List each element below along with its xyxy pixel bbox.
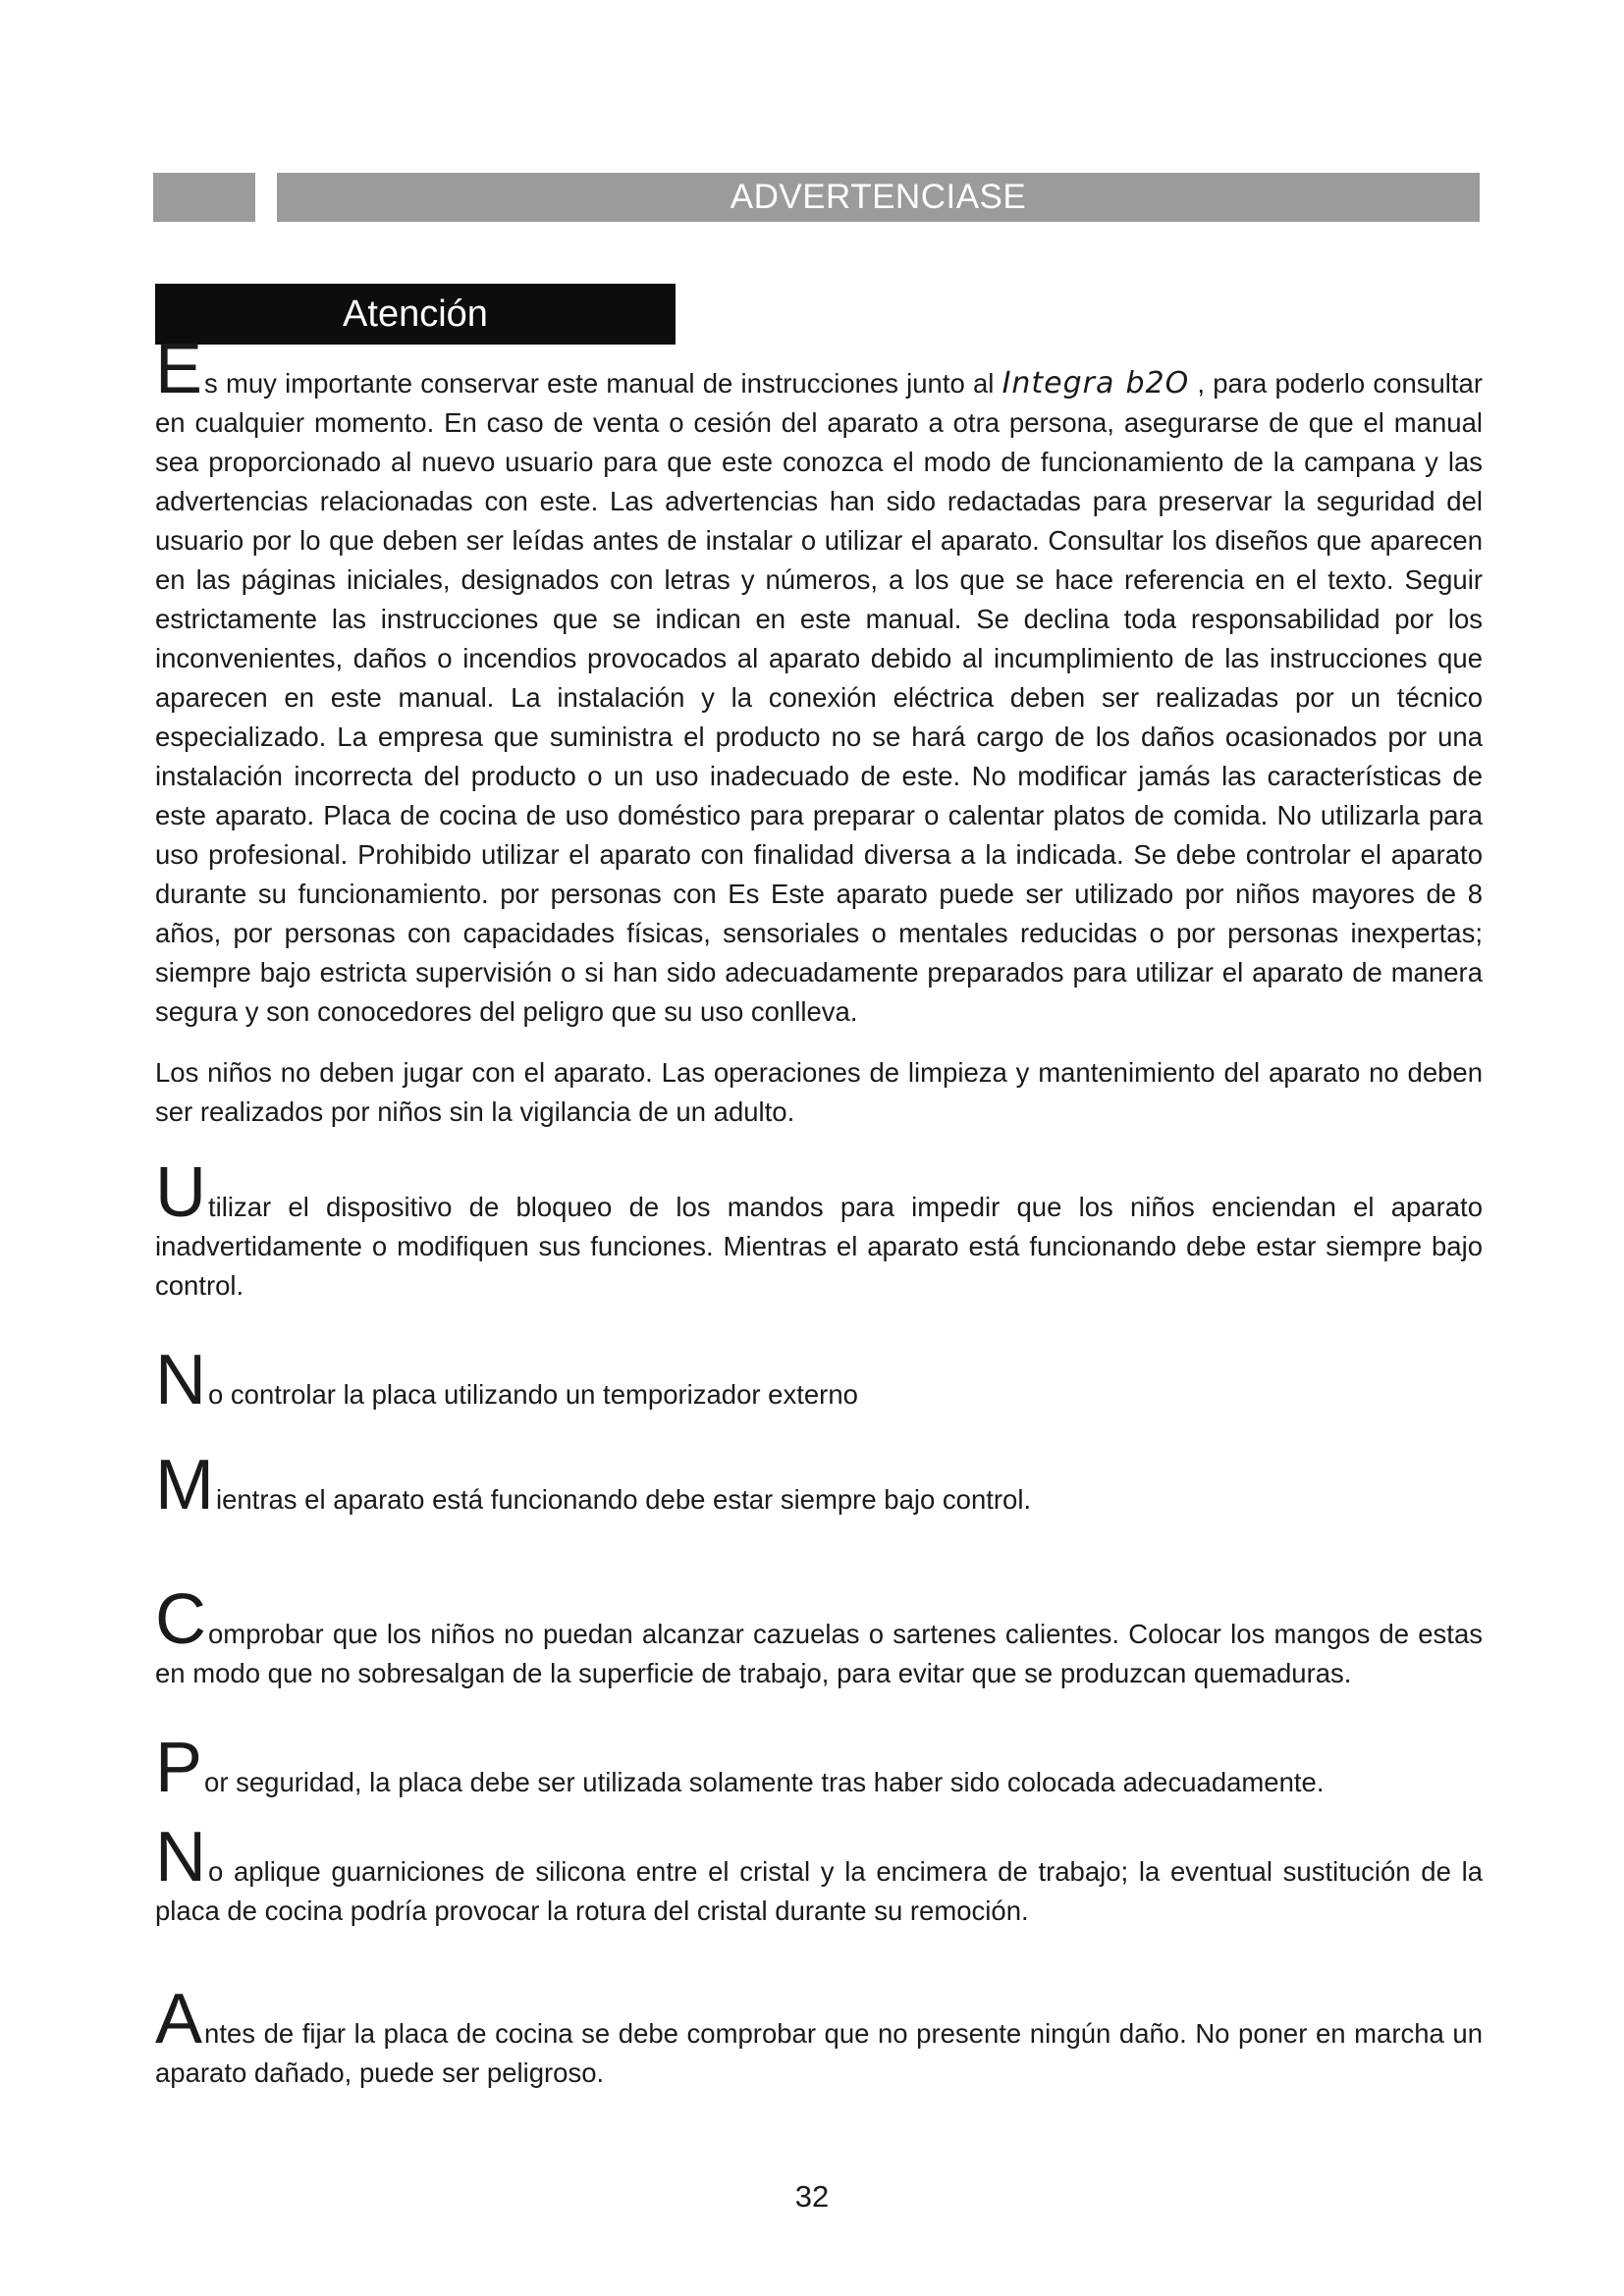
warning-text: omprobar que los niños no puedan alcanzar cazuelas o sartenes calientes. Colocar los mangos de estas en modo que no sobresalgan de la superficie de trabajo, para evitar que se produzcan quemaduras. (155, 1619, 1483, 1688)
dropcap: N (155, 1341, 206, 1419)
warning-text: ntes de fijar la placa de cocina se debe comprobar que no presente ningún daño. No poner en marcha un aparato dañado, puede ser peligroso. (155, 2018, 1483, 2088)
warning-paragraph (155, 1818, 1483, 1931)
dropcap: P (155, 1729, 203, 1807)
children-text: Los niños no deben jugar con el aparato. Las operaciones de limpieza y mantenimiento del aparato no deben ser realizados por niños sin la vigilancia de un adulto. (155, 1057, 1483, 1127)
intro-text-end: , para poderlo consultar en cualquier momento. En caso de venta o cesión del aparato a otra persona, asegurarse de que el manual sea proporcionado al nuevo usuario para que este conozca el modo de funcionamiento de la campana y las advertencias relacionadas con este. Las advertencias han sido redactadas para preservar la seguridad del usuario por lo que deben ser leídas antes de instalar o utilizar el aparato. Consultar los diseños que aparecen en las páginas iniciales, designados con letras y números, a los que se hace referencia en el texto. Seguir estrictamente las instrucciones que se indican en este manual. Se declina toda responsabilidad por los inconvenientes, daños o incendios provocados al aparato debido al incumplimiento de las instrucciones que aparecen en este manual. La instalación y la conexión eléctrica deben ser realizadas por un técnico especializado. La empresa que suministra el producto no se hará cargo de los daños ocasionados por una instalación incorrecta del producto o un uso inadecuado de este. No modificar jamás las características de este aparato. Placa de cocina de uso doméstico para preparar o calentar platos de comida. No utilizarla para uso profesional. Prohibido utilizar el aparato con finalidad diversa a la indicada. Se debe controlar el aparato durante su funcionamiento. por personas con Es Este aparato puede ser utilizado por niños mayores de 8 años, por personas con capacidades físicas, sensoriales o mentales reducidas o por personas inexpertas; siempre bajo estricta supervisión o si han sido adecuadamente preparados para utilizar el aparato de manera segura y son conocedores del peligro que su uso conlleva. (155, 368, 1483, 1027)
warning-paragraph (155, 1580, 1483, 1693)
dropcap: M (155, 1446, 214, 1524)
warning-text: o controlar la placa utilizando un temporizador externo (208, 1379, 858, 1410)
warning-text: o aplique guarniciones de silicona entre el cristal y la encimera de trabajo; la eventual sustitución de la placa de cocina podría provocar la rotura del cristal durante su remoción. (155, 1856, 1483, 1926)
section-title (155, 284, 676, 345)
page-header-title: ADVERTENCIASE (730, 178, 1027, 216)
warning-text: ientras el aparato está funcionando debe estar siempre bajo control. (215, 1484, 1032, 1515)
warning-text: or seguridad, la placa debe ser utilizada solamente tras haber sido colocada adecuadamente. (204, 1767, 1325, 1797)
dropcap: E (155, 330, 203, 408)
intro-text-start: s muy importante conservar este manual de instrucciones junto al (204, 368, 1002, 399)
warning-paragraph (155, 1729, 1483, 1807)
dropcap: N (155, 1818, 206, 1896)
dropcap: U (155, 1153, 206, 1232)
children-paragraph (155, 1053, 1483, 1132)
warning-paragraph (155, 1153, 1483, 1306)
product-name: Integra b2O (1001, 366, 1190, 400)
page-number-text: 32 (794, 2179, 830, 2214)
page-number (0, 2179, 1624, 2215)
warning-paragraph (155, 1980, 1483, 2093)
dropcap: A (155, 1980, 203, 2058)
page-header (277, 173, 1480, 222)
section-title-text: Atención (343, 294, 488, 335)
header-left-block (153, 173, 255, 222)
intro-paragraph (155, 330, 1483, 1032)
warnings-content (155, 330, 1483, 2093)
warning-text: tilizar el dispositivo de bloqueo de los mandos para impedir que los niños enciendan el aparato inadvertidamente o modifiquen sus funciones. Mientras el aparato está funcionando debe estar siempre bajo control. (155, 1192, 1483, 1301)
warning-paragraph (155, 1341, 1483, 1419)
warning-paragraph (155, 1446, 1483, 1524)
dropcap: C (155, 1580, 206, 1659)
